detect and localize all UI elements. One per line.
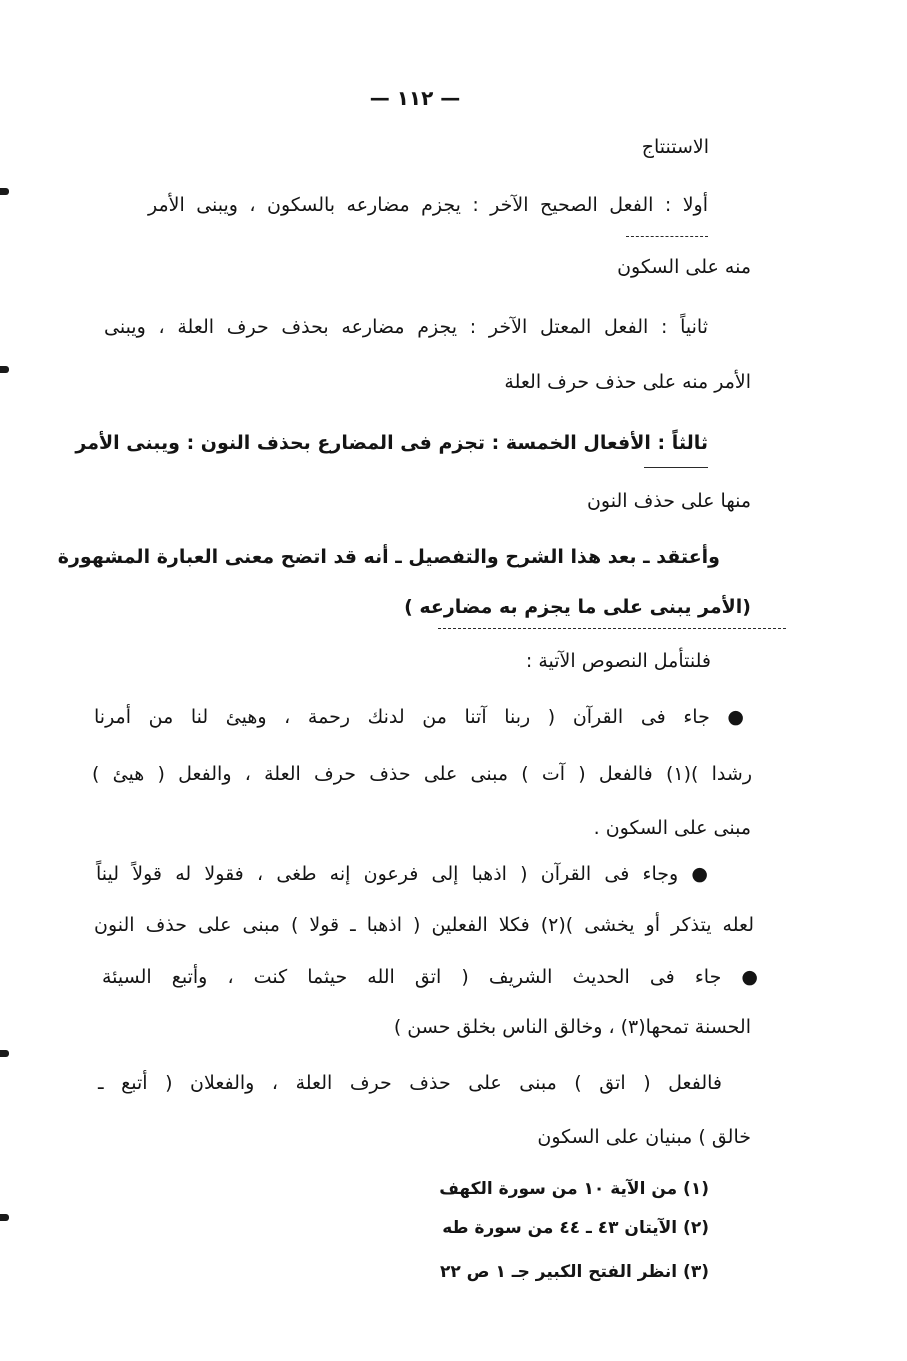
quote-line: ● جاء فى القرآن ( ربنا آتنا من لدنك رحمة ، وهيئ لنا من أمرنا <box>94 706 744 728</box>
footnote: (٢) الآيتان ٤٣ ـ ٤٤ من سورة طه <box>442 1218 709 1238</box>
quote-line: لعله يتذكر أو يخشى )(٢) فكلا الفعلين ( اذهبا ـ قولا ) مبنى على حذف النون <box>94 914 754 936</box>
paragraph-line: منه على السكون <box>617 256 751 278</box>
footnote: (٣) انظر الفتح الكبير جـ ١ ص ٢٢ <box>439 1262 709 1282</box>
quote-line: مبنى على السكون . <box>593 817 751 839</box>
quote-line: رشدا )(١) فالفعل ( آت ) مبنى على حذف حرف العلة ، والفعل ( هيئ ) <box>92 763 752 785</box>
paragraph-line: وأعتقد ـ بعد هذا الشرح والتفصيل ـ أنه قد اتضح معنى العبارة المشهورة <box>57 546 720 568</box>
scan-edge-mark <box>0 366 9 373</box>
paragraph-line: خالق ) مبنيان على السكون <box>537 1126 751 1148</box>
underline <box>438 628 786 629</box>
scan-edge-mark <box>0 1050 9 1057</box>
footnote: (١) من الآية ١٠ من سورة الكهف <box>439 1179 709 1199</box>
paragraph-line: أولا : الفعل الصحيح الآخر : يجزم مضارعه بالسكون ، ويبنى الأمر <box>148 194 708 216</box>
section-heading: الاستنتاج <box>641 136 709 158</box>
underline <box>626 236 708 237</box>
quoted-phrase: (الأمر يبنى على ما يجزم به مضارعه ) <box>404 596 751 618</box>
paragraph-line: الأمر منه على حذف حرف العلة <box>504 371 751 393</box>
paragraph-line: فلنتأمل النصوص الآتية : <box>525 650 711 672</box>
paragraph-line: ثالثاً : الأفعال الخمسة : تجزم فى المضارع بحذف النون : ويبنى الأمر <box>75 432 708 454</box>
scan-edge-mark <box>0 1214 9 1221</box>
page-number: — ١١٢ — <box>369 86 461 110</box>
paragraph-line: منها على حذف النون <box>586 490 751 512</box>
quote-line: ● وجاء فى القرآن ( اذهبا إلى فرعون إنه طغى ، فقولا له قولاً ليناً <box>96 863 708 885</box>
paragraph-line: فالفعل ( اتق ) مبنى على حذف حرف العلة ، والفعلان ( أتبع ـ <box>98 1072 722 1094</box>
underline <box>644 467 708 468</box>
scan-edge-mark <box>0 188 9 195</box>
paragraph-line: ثانياً : الفعل المعتل الآخر : يجزم مضارعه بحذف حرف العلة ، ويبنى <box>104 316 708 338</box>
quote-line: الحسنة تمحها(٣) ، وخالق الناس بخلق حسن ) <box>393 1016 751 1038</box>
quote-line: ● جاء فى الحديث الشريف ( اتق الله حيثما كنت ، وأتبع السيئة <box>102 966 758 988</box>
